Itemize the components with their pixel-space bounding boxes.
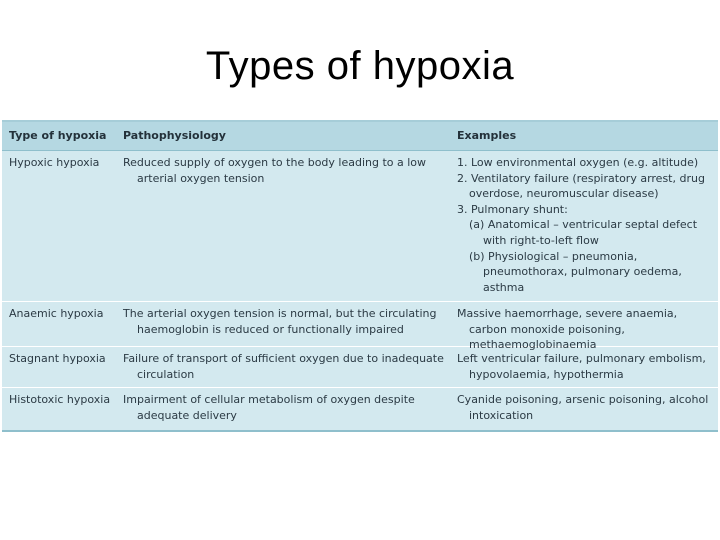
cell-examples xyxy=(457,151,718,301)
slide-title: Types of hypoxia xyxy=(205,44,515,88)
cell-pathophysiology: Impairment of cellular metabolism of oxygen despite adequate delivery xyxy=(123,393,415,422)
table-header-row xyxy=(2,122,718,151)
table-row xyxy=(2,151,718,302)
cell-type: Stagnant hypoxia xyxy=(9,352,106,365)
example-item: 1. Low environmental oxygen (e.g. altitude) xyxy=(457,156,699,169)
cell-pathophysiology: Reduced supply of oxygen to the body leading to a low arterial oxygen tension xyxy=(123,156,427,185)
cell-examples: Cyanide poisoning, arsenic poisoning, alcohol intoxication xyxy=(457,393,709,422)
cell-examples: Left ventricular failure, pulmonary embolism, hypovolaemia, hypothermia xyxy=(457,352,706,381)
cell-pathophysiology: Failure of transport of sufficient oxygen due to inadequate circulation xyxy=(123,352,444,381)
table-row xyxy=(2,388,718,430)
table-row xyxy=(2,302,718,352)
cell-examples: Massive haemorrhage, severe anaemia, carbon monoxide poisoning, methaemoglobinaemia xyxy=(457,307,678,352)
cell-type: Hypoxic hypoxia xyxy=(9,156,100,169)
example-item: 3. Pulmonary shunt: xyxy=(457,202,568,216)
header-examples: Examples xyxy=(457,129,517,143)
table-row xyxy=(2,347,718,388)
header-pathophysiology: Pathophysiology xyxy=(123,129,226,143)
cell-type: Histotoxic hypoxia xyxy=(9,393,111,406)
example-subitem: (b) Physiological – pneumonia, pneumothorax, pulmonary oedema, asthma xyxy=(469,249,682,294)
cell-pathophysiology: The arterial oxygen tension is normal, but the circulating haemoglobin is reduced or functionally impaired xyxy=(123,307,437,336)
cell-type: Anaemic hypoxia xyxy=(9,307,104,320)
hypoxia-table xyxy=(2,120,718,432)
example-item: 2. Ventilatory failure (respiratory arrest, drug overdose, neuromuscular disease) xyxy=(457,171,705,201)
example-subitem: (a) Anatomical – ventricular septal defect with right-to-left flow xyxy=(469,218,698,247)
header-type: Type of hypoxia xyxy=(9,129,107,143)
